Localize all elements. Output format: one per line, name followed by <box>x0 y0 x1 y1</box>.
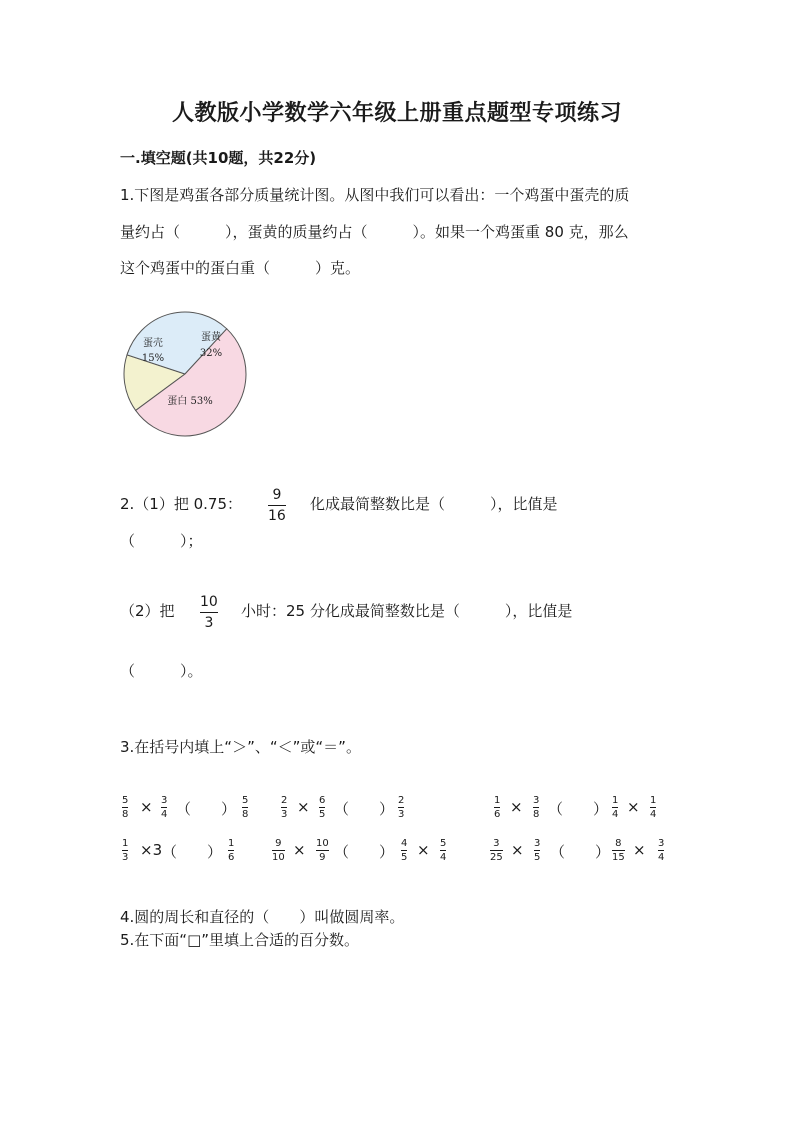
fraction-denominator: 5 <box>401 852 408 863</box>
fraction-bar <box>316 850 329 851</box>
fraction-bar <box>401 850 407 851</box>
q3-r2c-frac-e <box>658 838 664 863</box>
fraction-denominator: 15 <box>612 852 625 863</box>
q2-fraction-9-16 <box>268 487 286 524</box>
fraction-numerator: 8 <box>615 838 622 849</box>
q3-r2c-times2: × <box>633 841 646 859</box>
fraction-numerator: 3 <box>658 838 665 849</box>
q3-r2c-frac-c <box>612 838 625 863</box>
q5-text: 5.在下面“□”里填上合适的百分数。 <box>120 931 360 949</box>
fraction-bar <box>161 807 167 808</box>
fraction-denominator: 6 <box>228 852 235 863</box>
q3-r1c-blank[interactable]: （ ） <box>548 800 609 818</box>
fraction-numerator: 4 <box>401 838 408 849</box>
fraction-denominator: 25 <box>490 852 503 863</box>
fraction-denominator: 4 <box>161 809 168 820</box>
fraction-bar <box>242 807 248 808</box>
q3-r2b-times2: × <box>417 841 430 859</box>
fraction-denominator: 4 <box>658 852 665 863</box>
slice-label-shell-name: 蛋壳 <box>143 338 163 349</box>
q3-r1b-frac-a <box>281 795 287 820</box>
fraction-numerator: 1 <box>612 795 619 806</box>
fraction-denominator: 6 <box>494 809 501 820</box>
q1-line2: 量约占（ ），蛋黄的质量约占（ ）。如果一个鸡蛋重 80 克，那么 <box>120 223 629 241</box>
q3-r2b-frac-e <box>440 838 446 863</box>
fraction-numerator: 1 <box>494 795 501 806</box>
fraction-bar <box>228 850 234 851</box>
fraction-denominator: 8 <box>122 809 129 820</box>
fraction-denominator: 5 <box>534 852 541 863</box>
fraction-denominator: 9 <box>319 852 326 863</box>
fraction-numerator: 5 <box>440 838 447 849</box>
fraction-denominator: 8 <box>242 809 249 820</box>
q2-part1-suffix: 化成最简整数比是（ ），比值是 <box>310 495 558 513</box>
q3-r2a-times3: ×3 <box>140 841 163 859</box>
q1-line1: 1.下图是鸡蛋各部分质量统计图。从图中我们可以看出：一个鸡蛋中蛋壳的质 <box>120 186 630 204</box>
fraction-numerator: 5 <box>242 795 249 806</box>
fraction-bar <box>319 807 325 808</box>
q1-line3: 这个鸡蛋中的蛋白重（ ）克。 <box>120 259 361 277</box>
page-title: 人教版小学数学六年级上册重点题型专项练习 <box>171 100 622 126</box>
q3-r2c-blank[interactable]: （ ） <box>550 843 611 861</box>
fraction-bar <box>534 850 540 851</box>
fraction-denominator: 3 <box>398 809 405 820</box>
fraction-numerator: 9 <box>272 487 282 503</box>
q3-r2c-frac-b <box>534 838 540 863</box>
q3-r1a-frac-c <box>242 795 248 820</box>
q4-text: 4.圆的周长和直径的（ ）叫做圆周率。 <box>120 908 405 926</box>
slice-label-yolk-name: 蛋黄 <box>201 332 221 343</box>
fraction-denominator: 10 <box>272 852 285 863</box>
fraction-numerator: 5 <box>122 795 129 806</box>
q3-r2b-frac-b <box>316 838 329 863</box>
q3-r1b-frac-c <box>398 795 404 820</box>
fraction-bar <box>122 807 128 808</box>
q2-part1-line2: （ ）； <box>120 532 203 550</box>
fraction-numerator: 6 <box>319 795 326 806</box>
fraction-numerator: 3 <box>534 838 541 849</box>
q2-fraction-10-3 <box>200 594 218 631</box>
fraction-bar <box>272 850 285 851</box>
q3-r2b-frac-a <box>272 838 285 863</box>
slice-label-white: 蛋白 53% <box>167 396 213 407</box>
q2-part2-line2: （ ）。 <box>120 662 203 680</box>
fraction-bar <box>398 807 404 808</box>
q3-r2c-times: × <box>511 841 524 859</box>
q2-part1-prefix: 2.（1）把 0.75： <box>120 495 243 513</box>
fraction-denominator: 4 <box>440 852 447 863</box>
q3-r1a-frac-b <box>161 795 167 820</box>
fraction-numerator: 3 <box>493 838 500 849</box>
fraction-numerator: 1 <box>122 838 129 849</box>
section-heading: 一.填空题(共10题，共22分) <box>120 149 317 167</box>
fraction-bar <box>281 807 287 808</box>
fraction-bar <box>200 612 218 613</box>
fraction-bar <box>494 807 500 808</box>
fraction-numerator: 1 <box>228 838 235 849</box>
fraction-numerator: 3 <box>533 795 540 806</box>
fraction-numerator: 9 <box>275 838 282 849</box>
fraction-denominator: 4 <box>650 809 657 820</box>
fraction-denominator: 3 <box>281 809 288 820</box>
fraction-bar <box>650 807 656 808</box>
q3-instruction: 3.在括号内填上“＞”、“＜”或“＝”。 <box>120 738 361 756</box>
fraction-denominator: 3 <box>122 852 129 863</box>
fraction-denominator: 8 <box>533 809 540 820</box>
fraction-numerator: 3 <box>161 795 168 806</box>
egg-composition-pie-chart <box>115 308 255 442</box>
q3-r1b-frac-b <box>319 795 325 820</box>
fraction-denominator: 5 <box>319 809 326 820</box>
fraction-bar <box>490 850 503 851</box>
fraction-bar <box>612 807 618 808</box>
fraction-denominator: 16 <box>268 508 286 524</box>
fraction-bar <box>533 807 539 808</box>
q3-r2c-frac-a <box>490 838 503 863</box>
fraction-numerator: 10 <box>316 838 329 849</box>
q3-r2a-frac-a <box>122 838 128 863</box>
q3-r1c-frac-c <box>612 795 618 820</box>
q3-r1b-blank[interactable]: （ ） <box>334 800 395 818</box>
q2-part2-prefix: （2）把 <box>120 602 175 620</box>
fraction-bar <box>268 505 286 506</box>
q3-r2a-frac-c <box>228 838 234 863</box>
fraction-denominator: 3 <box>204 615 214 631</box>
q3-r2b-times: × <box>293 841 306 859</box>
fraction-bar <box>440 850 446 851</box>
q3-r1c-frac-e <box>650 795 656 820</box>
fraction-denominator: 4 <box>612 809 619 820</box>
fraction-bar <box>658 850 664 851</box>
fraction-bar <box>612 850 625 851</box>
q3-r1c-frac-b <box>533 795 539 820</box>
slice-label-yolk-value: 32% <box>199 348 223 359</box>
fraction-bar <box>122 850 128 851</box>
fraction-numerator: 1 <box>650 795 657 806</box>
q3-r1c-frac-a <box>494 795 500 820</box>
q3-r1a-blank[interactable]: （ ） <box>176 800 237 818</box>
q2-part2-suffix: 小时：25 分化成最简整数比是（ ），比值是 <box>241 602 573 620</box>
fraction-numerator: 10 <box>200 594 218 610</box>
q3-r2b-frac-c <box>401 838 407 863</box>
q3-r2a-blank[interactable]: （ ） <box>162 843 223 861</box>
q3-r1c-times2: × <box>627 798 640 816</box>
q3-r1c-times: × <box>510 798 523 816</box>
q3-r1a-times: × <box>140 798 153 816</box>
q3-r1a-frac-a <box>122 795 128 820</box>
fraction-numerator: 2 <box>398 795 405 806</box>
slice-label-shell-value: 15% <box>141 353 165 364</box>
fraction-numerator: 2 <box>281 795 288 806</box>
q3-r2b-blank[interactable]: （ ） <box>334 843 395 861</box>
q3-r1b-times: × <box>297 798 310 816</box>
